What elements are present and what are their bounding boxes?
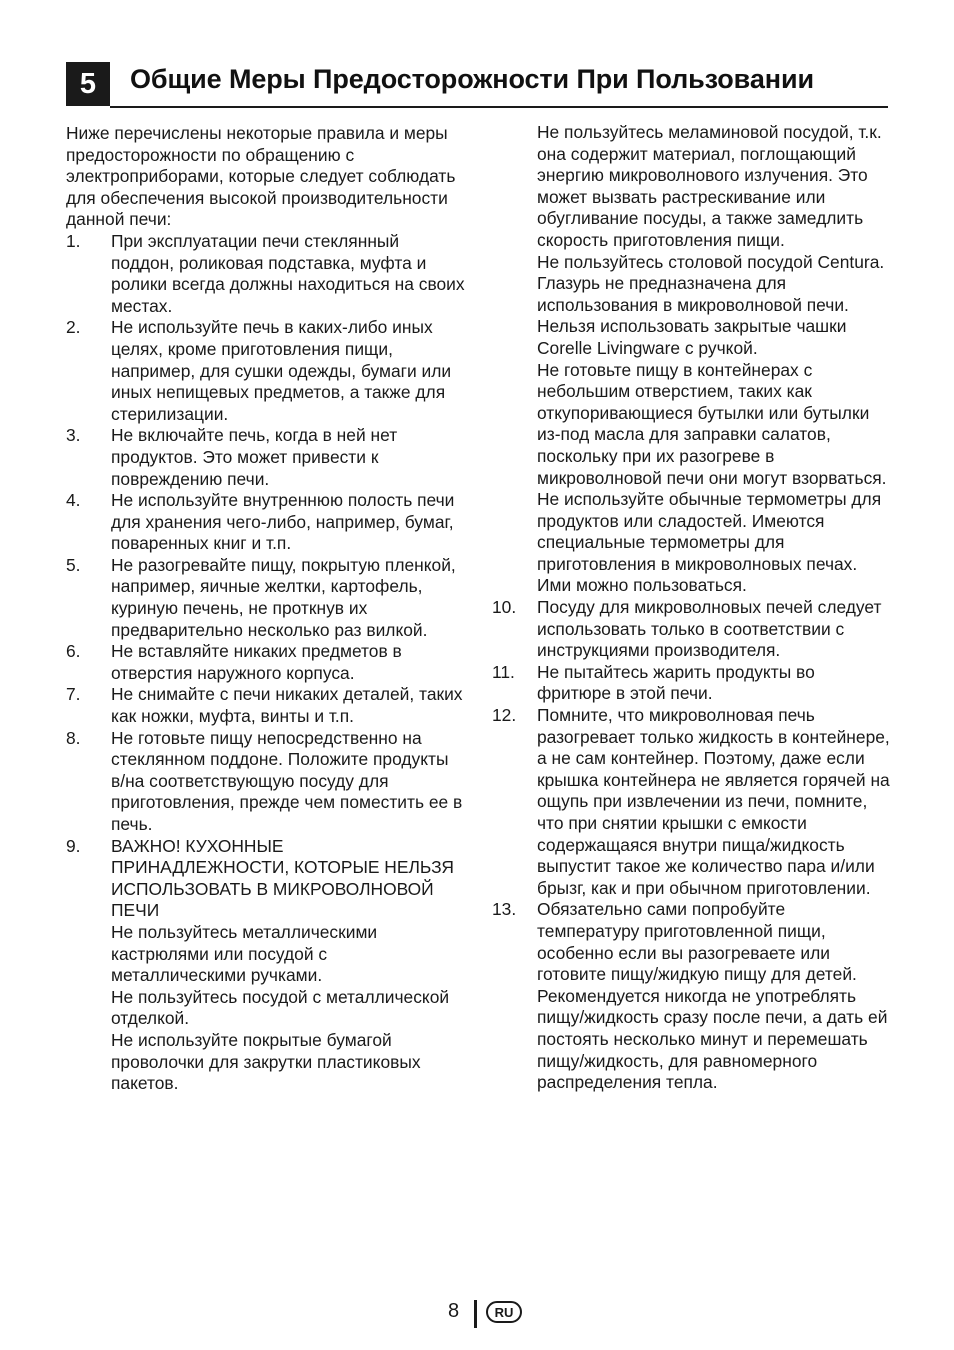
list-item <box>66 425 466 490</box>
list-item <box>66 317 466 425</box>
list-item-text: Помните, что микроволновая печь разогревает только жидкость в контейнере, а не сам контейнер. Поэтому, даже если крышка контейнера не является горячей на ощупь при извлечении из печи, помните, что при снятии крышки с емкости содержащаяся внутри пища/жидкость выпустит такое же количество пара и/или брызг, как и при обычном приготовлении. <box>537 705 890 898</box>
list-item <box>492 705 892 899</box>
list-item-text: Не используйте внутреннюю полость печи для хранения чего-либо, например, бумаг, поваренных книг и т.п. <box>111 490 455 554</box>
list-item-number: 13. <box>492 899 517 920</box>
right-column <box>492 122 892 1094</box>
list-item-number: 2. <box>66 317 81 338</box>
list-item <box>492 662 892 705</box>
list-item-text: Не разогревайте пищу, покрытую пленкой, например, яичные желтки, картофель, куриную печень, не проткнув их предварительно несколько раз вилкой. <box>111 554 456 640</box>
footer-divider <box>474 1300 477 1328</box>
item9-paragraph: Не пользуйтесь меламиновой посудой, т.к. она содержит материал, поглощающий энергию микроволнового излучения. Это может вызвать растрескивание или обугливание посуды, а также замедлить скорость приготовления пищи. <box>537 122 882 250</box>
list-item <box>66 728 466 836</box>
list-item-number: 10. <box>492 597 517 618</box>
left-column <box>66 123 466 1095</box>
intro-paragraph: Ниже перечислены некоторые правила и меры предосторожности по обращению с электроприборами, которые следует соблюдать для обеспечения высокой производительности данной печи: <box>66 123 456 230</box>
item9-paragraph: Не используйте обычные термометры для продуктов или сладостей. Имеются специальные термометры для приготовления в микроволновых печах. Ими можно пользоваться. <box>537 489 882 596</box>
list-item-text: Посуду для микроволновых печей следует использовать только в соответствии с инструкциями производителя. <box>537 597 882 661</box>
list-item-9 <box>66 836 466 1095</box>
list-item-number: 5. <box>66 554 81 575</box>
language-badge: RU <box>486 1301 522 1323</box>
section-title: Общие Меры Предосторожности При Пользовании <box>130 64 814 94</box>
list-item-text: При эксплуатации печи стеклянный поддон, роликовая подставка, муфта и ролики всегда должны находиться на своих местах. <box>111 230 465 316</box>
list-item-number: 6. <box>66 641 81 662</box>
section-number-badge: 5 <box>66 62 110 106</box>
list-item <box>66 684 466 727</box>
item9-paragraph: Не используйте покрытые бумагой проволочки для закрутки пластиковых пакетов. <box>111 1029 421 1094</box>
page-number: 8 <box>448 1300 460 1322</box>
list-item-text: Не готовьте пищу непосредственно на стеклянном поддоне. Положите продукты в/на соответствующую посуду для приготовления, прежде чем поместить ее в печь. <box>111 727 463 834</box>
list-item-text: Не пытайтесь жарить продукты во фритюре в этой печи. <box>537 661 815 704</box>
item9-paragraph: Не пользуйтесь посудой с металлической отделкой. <box>111 986 450 1029</box>
item9-paragraph: Не готовьте пищу в контейнерах с небольшим отверстием, таких как откупоривающиеся бутылки или бутылки из-под масла для заправки салатов, поскольку при их разогреве в микроволновой печи они могут взорваться. <box>537 359 887 488</box>
list-item-number: 7. <box>66 684 81 705</box>
list-item-text: Обязательно сами попробуйте температуру приготовленной пищи, особенно если вы разогреваете или готовите пищу/жидкую пищу для детей. Рекомендуется никогда не употреблять пищу/жидкость сразу после печи, а дать ей постоять несколько минут и перемешать пищу/жидкость, для равномерного распределения тепла. <box>537 899 888 1093</box>
list-item <box>66 555 466 641</box>
list-item-number: 12. <box>492 705 517 726</box>
section-header <box>66 62 888 108</box>
list-item-number: 3. <box>66 425 81 446</box>
list-item-number: 4. <box>66 490 81 511</box>
item9-paragraph: Не пользуйтесь столовой посудой Centura. Глазурь не предназначена для использования в микроволновой печи. Нельзя использовать закрытые чашки Corelle Livingware с ручкой. <box>537 251 885 358</box>
header-underline <box>110 106 888 108</box>
list-item <box>66 641 466 684</box>
list-item-text: Не включайте печь, когда в ней нет продуктов. Это может привести к повреждению печи. <box>111 425 398 489</box>
list-item-number: 11. <box>492 661 515 682</box>
list-item <box>492 597 892 662</box>
list-item <box>66 231 466 317</box>
list-item-text: Не вставляйте никаких предметов в отверстия наружного корпуса. <box>111 641 402 683</box>
list-item-number: 8. <box>66 727 81 748</box>
list-item-text: Не используйте печь в каких-либо иных целях, кроме приготовления пищи, например, для сушки одежды, бумаги или иных непищевых предметов, а также для стерилизации. <box>111 317 452 424</box>
list-item-text: Не снимайте с печи никаких деталей, таких как ножки, муфта, винты и т.п. <box>111 684 463 727</box>
item9-heading: ВАЖНО! КУХОННЫЕ ПРИНАДЛЕЖНОСТИ, КОТОРЫЕ НЕЛЬЗЯ ИСПОЛЬЗОВАТЬ В МИКРОВОЛНОВОЙ ПЕЧИ <box>111 835 454 921</box>
list-item <box>66 490 466 555</box>
list-item-number: 1. <box>66 230 81 251</box>
item9-paragraph: Не пользуйтесь металлическими кастрюлями или посудой с металлическими ручками. <box>111 921 378 986</box>
list-item-number: 9. <box>66 835 81 856</box>
list-item <box>492 899 892 1093</box>
